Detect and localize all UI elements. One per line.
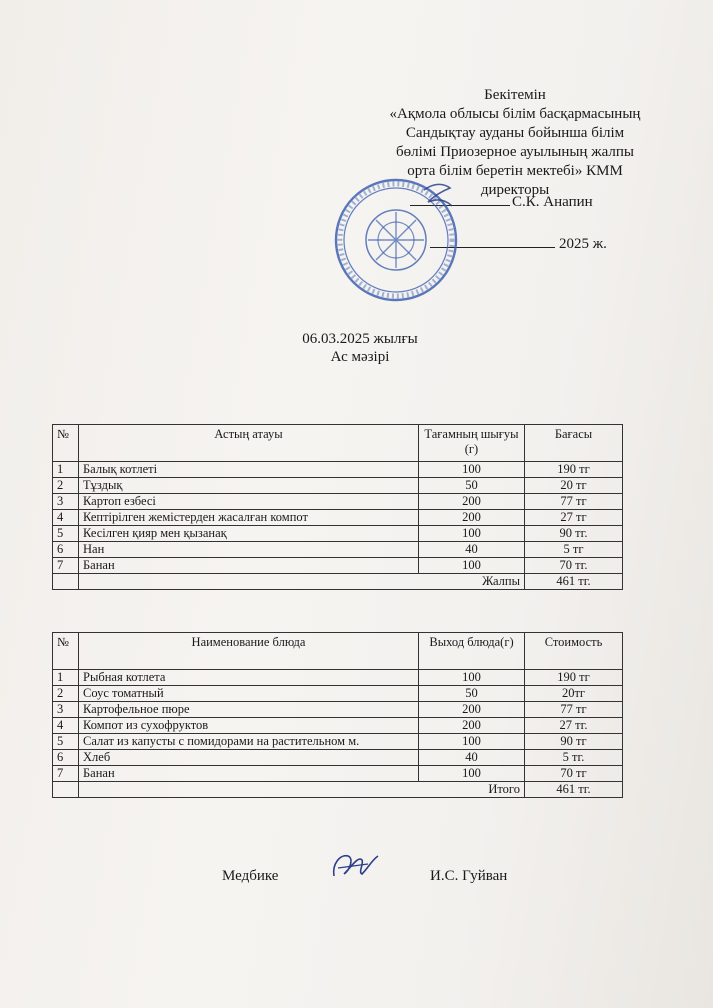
total-label: Итого xyxy=(79,782,525,798)
dish-price: 190 тг xyxy=(525,462,623,478)
dish-weight: 100 xyxy=(419,670,525,686)
dish-weight: 40 xyxy=(419,542,525,558)
row-number: 2 xyxy=(53,686,79,702)
official-stamp xyxy=(328,176,464,304)
dish-price: 90 тг xyxy=(525,734,623,750)
row-number: 2 xyxy=(53,478,79,494)
dish-name: Кептірілген жемістерден жасалған компот xyxy=(79,510,419,526)
table-header-row xyxy=(53,425,623,462)
dish-price: 190 тг xyxy=(525,670,623,686)
column-header: Астың атауы xyxy=(79,425,419,462)
approval-line: орта білім беретін мектебі» КММ xyxy=(407,163,623,179)
empty-cell xyxy=(53,574,79,590)
dish-name: Компот из сухофруктов xyxy=(79,718,419,734)
dish-name: Картофельное пюре xyxy=(79,702,419,718)
dish-weight: 100 xyxy=(419,558,525,574)
table-row xyxy=(53,494,623,510)
dish-weight: 100 xyxy=(419,766,525,782)
table-row xyxy=(53,558,623,574)
dish-weight: 200 xyxy=(419,510,525,526)
column-header: № xyxy=(53,633,79,670)
dish-price: 27 тг xyxy=(525,510,623,526)
dish-name: Балық котлеті xyxy=(79,462,419,478)
dish-name: Банан xyxy=(79,766,419,782)
row-number: 4 xyxy=(53,718,79,734)
approval-line: бөлімі Приозерное ауылының жалпы xyxy=(396,144,634,160)
column-header: Стоимость xyxy=(525,633,623,670)
menu-date: 06.03.2025 жылғы xyxy=(302,331,418,347)
table-row xyxy=(53,734,623,750)
handwritten-signature xyxy=(328,846,384,886)
dish-price: 70 тг. xyxy=(525,558,623,574)
dish-price: 70 тг xyxy=(525,766,623,782)
dish-weight: 100 xyxy=(419,526,525,542)
table-row xyxy=(53,526,623,542)
dish-name: Картоп езбесі xyxy=(79,494,419,510)
dish-price: 5 тг. xyxy=(525,750,623,766)
dish-price: 77 тг xyxy=(525,494,623,510)
table-row xyxy=(53,478,623,494)
row-number: 6 xyxy=(53,750,79,766)
row-number: 3 xyxy=(53,702,79,718)
signer-name: И.С. Гуйван xyxy=(430,868,508,884)
menu-table-kz xyxy=(52,424,623,590)
row-number: 4 xyxy=(53,510,79,526)
row-number: 1 xyxy=(53,670,79,686)
nurse-signature-row xyxy=(222,868,552,898)
approval-line: Бекітемін xyxy=(484,87,546,103)
dish-weight: 100 xyxy=(419,462,525,478)
table-row xyxy=(53,766,623,782)
row-number: 7 xyxy=(53,766,79,782)
dish-weight: 100 xyxy=(419,734,525,750)
dish-name: Хлеб xyxy=(79,750,419,766)
table-row xyxy=(53,542,623,558)
table-row xyxy=(53,686,623,702)
column-header: № xyxy=(53,425,79,462)
row-number: 6 xyxy=(53,542,79,558)
dish-weight: 200 xyxy=(419,702,525,718)
table-row xyxy=(53,702,623,718)
dish-name: Кесілген қияр мен қызанақ xyxy=(79,526,419,542)
row-number: 7 xyxy=(53,558,79,574)
row-number: 1 xyxy=(53,462,79,478)
signer-role: Медбике xyxy=(222,868,279,884)
table-row xyxy=(53,670,623,686)
table-row xyxy=(53,510,623,526)
approval-year: 2025 ж. xyxy=(559,236,607,252)
approval-line: директоры xyxy=(480,182,550,198)
dish-price: 77 тг xyxy=(525,702,623,718)
dish-weight: 200 xyxy=(419,494,525,510)
row-number: 5 xyxy=(53,734,79,750)
dish-price: 5 тг xyxy=(525,542,623,558)
row-number: 5 xyxy=(53,526,79,542)
column-header: Наименование блюда xyxy=(79,633,419,670)
total-value: 461 тг. xyxy=(525,574,623,590)
total-row xyxy=(53,574,623,590)
dish-weight: 200 xyxy=(419,718,525,734)
dish-name: Банан xyxy=(79,558,419,574)
empty-cell xyxy=(53,782,79,798)
dish-name: Рыбная котлета xyxy=(79,670,419,686)
dish-name: Нан xyxy=(79,542,419,558)
director-name: С.К. Анапин xyxy=(512,194,593,210)
table-header-row xyxy=(53,633,623,670)
dish-price: 90 тг. xyxy=(525,526,623,542)
dish-weight: 50 xyxy=(419,478,525,494)
total-value: 461 тг. xyxy=(525,782,623,798)
total-label: Жалпы xyxy=(79,574,525,590)
dish-name: Салат из капусты с помидорами на растительном м. xyxy=(79,734,419,750)
approval-line: «Ақмола облысы білім басқармасының xyxy=(389,106,641,122)
dish-price: 20тг xyxy=(525,686,623,702)
table-row xyxy=(53,462,623,478)
column-header: Бағасы xyxy=(525,425,623,462)
dish-weight: 40 xyxy=(419,750,525,766)
dish-price: 27 тг. xyxy=(525,718,623,734)
column-header: Тағамның шығуы (г) xyxy=(419,425,525,462)
table-row xyxy=(53,718,623,734)
dish-price: 20 тг xyxy=(525,478,623,494)
table-row xyxy=(53,750,623,766)
dish-name: Соус томатный xyxy=(79,686,419,702)
row-number: 3 xyxy=(53,494,79,510)
column-header: Выход блюда(г) xyxy=(419,633,525,670)
total-row xyxy=(53,782,623,798)
dish-name: Тұздық xyxy=(79,478,419,494)
approval-line: Сандықтау ауданы бойынша білім xyxy=(405,125,625,141)
menu-title: Ас мәзірі xyxy=(330,349,390,365)
dish-weight: 50 xyxy=(419,686,525,702)
menu-heading xyxy=(240,330,480,366)
menu-table-ru xyxy=(52,632,623,798)
